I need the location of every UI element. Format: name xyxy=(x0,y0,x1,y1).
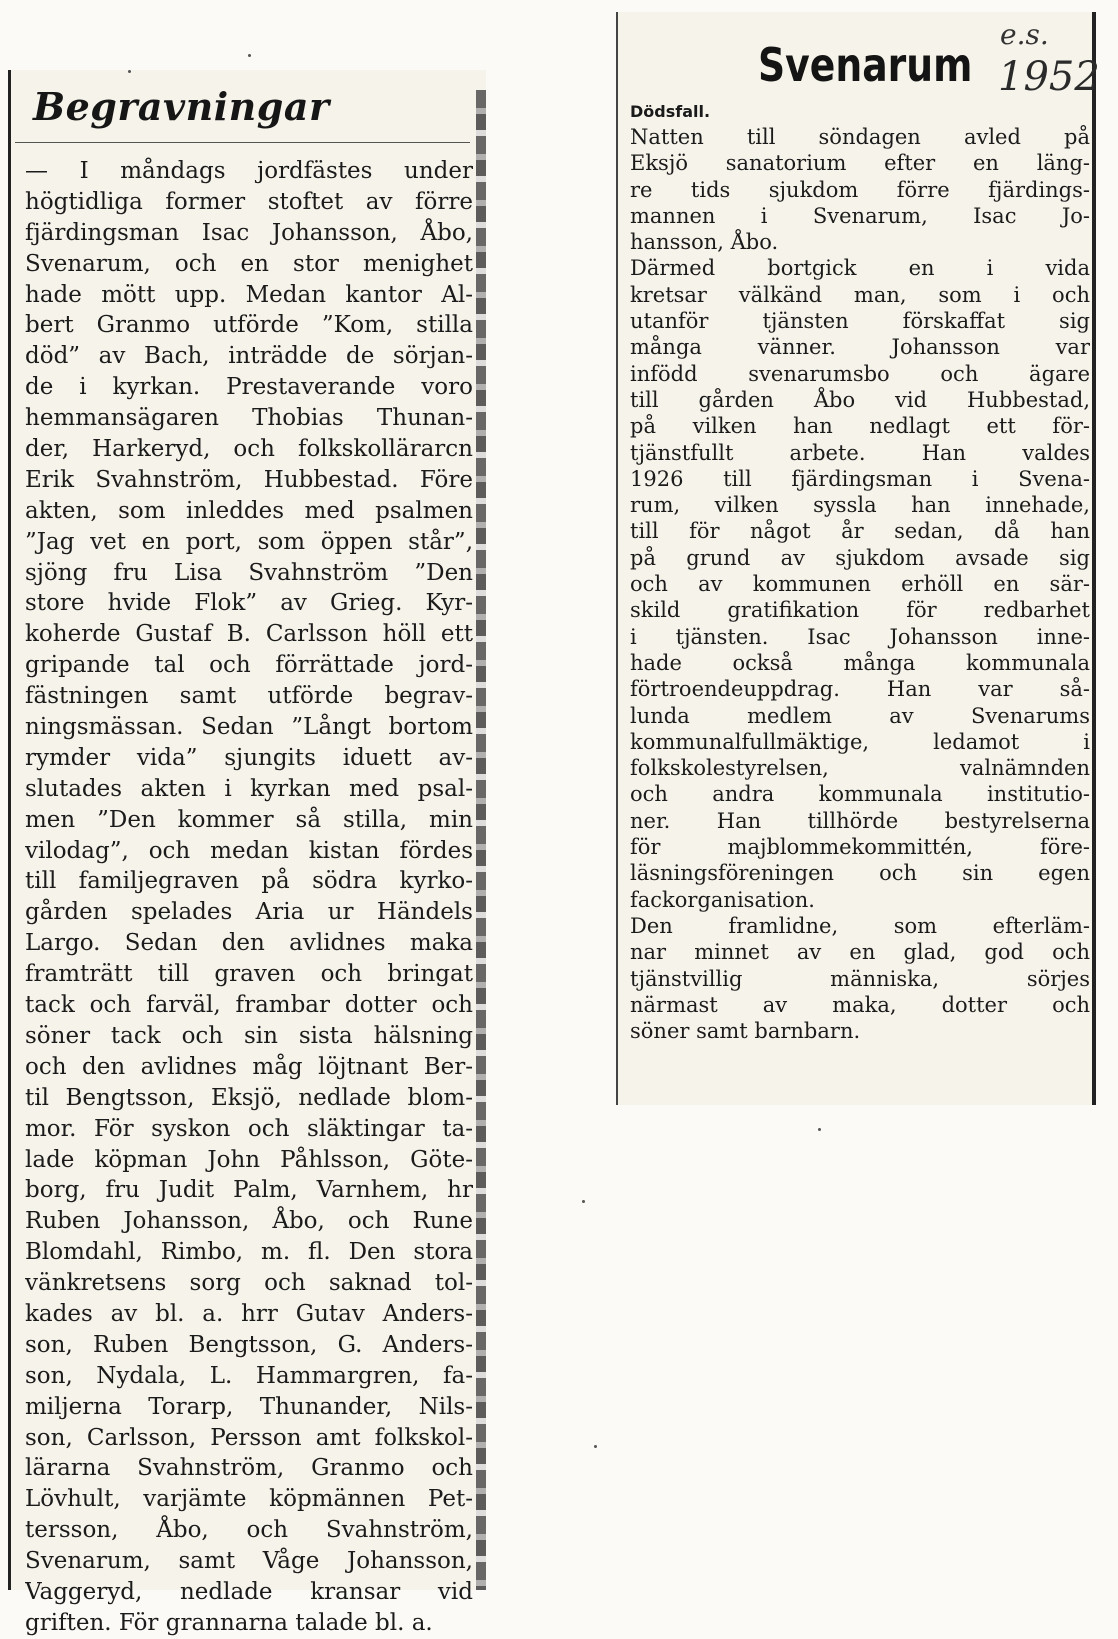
text-line: men ”Den kommer så stilla, min xyxy=(25,806,473,833)
text-line: son, Nydala, L. Hammargren, fa- xyxy=(25,1362,473,1389)
text-line: fästningen samt utförde begrav- xyxy=(25,683,473,710)
left-article-title: Begravningar xyxy=(33,84,330,129)
text-line: lärarna Svahnström, Granmo och xyxy=(25,1455,473,1482)
text-line: död” av Bach, inträdde de sörjan- xyxy=(25,343,473,370)
handwritten-date: 1952 xyxy=(998,54,1100,100)
text-line: — I måndags jordfästes under xyxy=(25,158,473,184)
text-line: vilodag”, och medan kistan fördes xyxy=(25,837,473,864)
left-article-body xyxy=(25,156,473,1639)
text-line: lade köpman John Påhlsson, Göte- xyxy=(25,1146,473,1173)
speck xyxy=(594,1445,597,1448)
text-line: söner samt barnbarn. xyxy=(630,1019,861,1044)
text-line: och av kommunen erhöll en sär- xyxy=(630,572,1090,597)
text-line: rymder vida” sjungits iduett av- xyxy=(25,744,473,771)
speck xyxy=(818,1128,821,1131)
text-line: Lövhult, varjämte köpmännen Pet- xyxy=(25,1486,473,1513)
text-line: folkskolestyrelsen, valnämnden xyxy=(630,756,1090,781)
text-line: Svenarum, samt Våge Johansson, xyxy=(25,1548,473,1575)
text-line: store hvide Flok” av Grieg. Kyr- xyxy=(25,590,473,617)
text-line: til Bengtsson, Eksjö, nedlade blom- xyxy=(25,1084,473,1111)
title-rule xyxy=(15,142,470,143)
text-line: i tjänsten. Isac Johansson inne- xyxy=(630,624,1090,649)
text-line: ner. Han tillhörde bestyrelserna xyxy=(630,808,1090,833)
text-line: Largo. Sedan den avlidnes maka xyxy=(25,930,473,957)
text-line: Blomdahl, Rimbo, m. fl. Den stora xyxy=(25,1239,473,1266)
text-line: son, Carlsson, Persson amt folkskol- xyxy=(25,1424,473,1451)
text-line: Erik Svahnström, Hubbestad. Före xyxy=(25,466,473,493)
speck xyxy=(128,70,131,73)
text-line: till gården Åbo vid Hubbestad, xyxy=(630,387,1090,412)
text-line: till för något år sedan, då han xyxy=(630,519,1090,544)
right-article-body xyxy=(630,124,1090,1044)
text-line: många vänner. Johansson var xyxy=(630,335,1090,360)
text-line: Natten till söndagen avled på xyxy=(630,125,1090,149)
text-line: nar minnet av en glad, god och xyxy=(630,940,1090,965)
torn-edge xyxy=(476,90,486,1590)
text-line: koherde Gustaf B. Carlsson höll ett xyxy=(25,621,473,648)
text-line: mannen i Svenarum, Isac Jo- xyxy=(630,203,1090,228)
text-line: Vaggeryd, nedlade kransar vid xyxy=(25,1578,473,1605)
text-line: och den avlidnes måg löjtnant Ber- xyxy=(25,1053,473,1080)
text-line: och andra kommunala institutio- xyxy=(630,782,1090,807)
text-line: tjänstvillig människa, sörjes xyxy=(630,966,1090,991)
text-line: vänkretsens sorg och saknad tol- xyxy=(25,1270,473,1297)
text-line: de i kyrkan. Prestaverande voro xyxy=(25,374,473,401)
text-line: Därmed bortgick en i vida xyxy=(630,256,1090,281)
text-line: Den framlidne, som efterläm- xyxy=(630,913,1090,938)
text-line: på grund av sjukdom avsade sig xyxy=(630,545,1090,570)
text-line: Ruben Johansson, Åbo, och Rune xyxy=(25,1208,473,1235)
text-line: slutades akten i kyrkan med psal- xyxy=(25,775,473,802)
text-line: ”Jag vet en port, som öppen står”, xyxy=(25,528,473,555)
text-line: närmast av maka, dotter och xyxy=(630,992,1090,1017)
text-line: mor. För syskon och släktingar ta- xyxy=(25,1115,473,1142)
text-line: hade också många kommunala xyxy=(630,650,1090,675)
text-line: 1926 till fjärdingsman i Svena- xyxy=(630,466,1090,491)
text-line: söner tack och sin sista hälsning xyxy=(25,1022,473,1049)
text-line: rum, vilken syssla han innehade, xyxy=(630,493,1090,518)
speck xyxy=(582,1200,585,1203)
text-line: kommunalfullmäktige, ledamot i xyxy=(630,729,1090,754)
right-clipping xyxy=(616,12,1100,1105)
text-line: framträtt till graven och bringat xyxy=(25,961,473,988)
text-line: fackorganisation. xyxy=(630,887,815,912)
text-line: miljerna Torarp, Thunander, Nils- xyxy=(25,1393,473,1420)
text-line: infödd svenarumsbo och ägare xyxy=(630,361,1090,386)
text-line: tjänstfullt arbete. Han valdes xyxy=(630,440,1090,465)
text-line: på vilken han nedlagt ett för- xyxy=(630,414,1090,439)
text-line: utanför tjänsten förskaffat sig xyxy=(630,309,1090,334)
text-line: gården spelades Aria ur Händels xyxy=(25,899,473,926)
text-line: der, Harkeryd, och folkskollärarcn xyxy=(25,436,473,463)
text-line: för majblommekommittén, före- xyxy=(630,835,1090,860)
text-line: högtidliga former stoftet av förre xyxy=(25,188,473,215)
text-line: son, Ruben Bengtsson, G. Anders- xyxy=(25,1331,473,1358)
right-article-title: Svenarum xyxy=(758,38,973,92)
text-line: hade mött upp. Medan kantor Al- xyxy=(25,281,473,308)
text-line: Svenarum, och en stor menighet xyxy=(25,250,473,277)
text-line: griften. För grannarna talade bl. a. xyxy=(25,1609,433,1636)
text-line: akten, som inleddes med psalmen xyxy=(25,497,473,524)
text-line: till familjegraven på södra kyrko- xyxy=(25,868,473,895)
text-line: Eksjö sanatorium efter en läng- xyxy=(630,151,1090,176)
text-line: skild gratifikation för redbarhet xyxy=(630,598,1090,623)
text-line: ningsmässan. Sedan ”Långt bortom xyxy=(25,714,473,741)
speck xyxy=(248,54,251,57)
text-line: lunda medlem av Svenarums xyxy=(630,703,1090,728)
text-line: läsningsföreningen och sin egen xyxy=(630,861,1090,886)
handwritten-note: e.s. xyxy=(1000,18,1049,51)
left-clipping xyxy=(8,70,486,1636)
text-line: borg, fru Judit Palm, Varnhem, hr xyxy=(25,1177,473,1204)
text-line: tack och farväl, frambar dotter och xyxy=(25,992,473,1019)
text-line: förtroendeuppdrag. Han var så- xyxy=(630,677,1090,702)
text-line: sjöng fru Lisa Svahnström ”Den xyxy=(25,559,473,586)
text-line: tersson, Åbo, och Svahnström, xyxy=(25,1517,473,1544)
text-line: fjärdingsman Isac Johansson, Åbo, xyxy=(25,219,473,246)
text-line: hemmansägaren Thobias Thunan- xyxy=(25,405,473,432)
text-line: kades av bl. a. hrr Gutav Anders- xyxy=(25,1300,473,1327)
section-label: Dödsfall. xyxy=(630,102,711,121)
text-line: re tids sjukdom förre fjärdings- xyxy=(630,177,1090,202)
text-line: hansson, Åbo. xyxy=(630,230,779,255)
text-line: kretsar välkänd man, som i och xyxy=(630,282,1090,307)
text-line: bert Granmo utförde ”Kom, stilla xyxy=(25,312,473,339)
text-line: gripande tal och förrättade jord- xyxy=(25,652,473,679)
